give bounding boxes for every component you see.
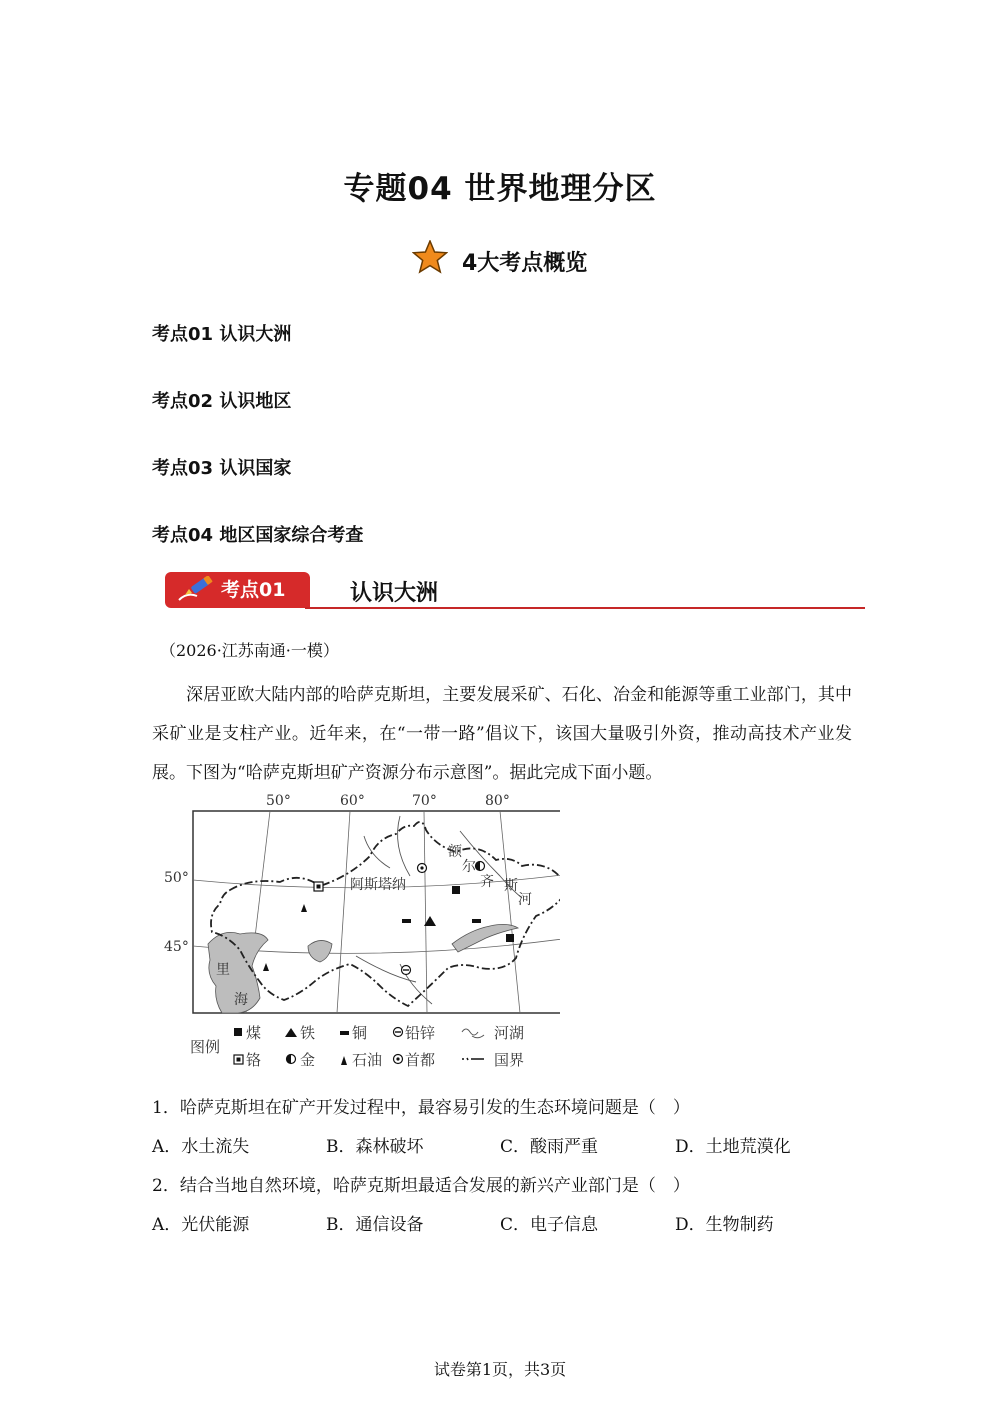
legend-item: 铬: [246, 1051, 262, 1069]
section-banner: [165, 570, 865, 610]
lon-label: 80°: [485, 793, 510, 809]
legend-item: 煤: [246, 1024, 262, 1042]
legend-item: 金: [300, 1051, 316, 1069]
legend-item: 国界: [494, 1051, 525, 1069]
oil-symbol: [263, 963, 269, 971]
river-label: 河: [518, 892, 532, 908]
sea-label: 海: [234, 992, 248, 1008]
kaodian-item: 考点03 认识国家: [152, 458, 292, 479]
section-tag-label: 考点01: [221, 579, 286, 601]
copper-symbol: [402, 919, 411, 923]
legend-item: 河湖: [494, 1024, 525, 1042]
pen-icon: [175, 576, 215, 604]
overview-label: 4大考点概览: [462, 251, 588, 276]
river-label: 齐: [480, 874, 494, 890]
legend-item: 铅锌: [405, 1024, 436, 1042]
question-stem: 1．哈萨克斯坦在矿产开发过程中，最容易引发的生态环境问题是（ ）: [152, 1098, 690, 1118]
river-label: 尔: [462, 859, 476, 875]
question-option[interactable]: A．水土流失: [152, 1137, 250, 1157]
question-option[interactable]: C．酸雨严重: [500, 1137, 599, 1157]
legend-item: 首都: [405, 1051, 436, 1069]
copper-symbol: [472, 919, 481, 923]
kaodian-item: 考点01 认识大洲: [152, 324, 292, 345]
lon-label: 50°: [266, 793, 291, 809]
question-option[interactable]: C．电子信息: [500, 1215, 599, 1235]
section-tag: [165, 572, 310, 608]
question-passage: 深居亚欧大陆内部的哈萨克斯坦，主要发展采矿、石化、冶金和能源等重工业部门，其中采矿业是支柱产业。近年来，在“一带一路”倡议下，该国大量吸引外资，推动高技术产业发展。下图为“哈萨克斯坦矿产资源分布示意图”。据此完成下面小题。: [152, 685, 852, 783]
page-title: 专题04 世界地理分区: [343, 171, 657, 207]
river-label: 斯: [504, 878, 518, 894]
question-source: （2026·江苏南通·一模）: [160, 641, 339, 660]
lon-label: 60°: [340, 793, 365, 809]
legend-item: 铜: [352, 1024, 368, 1042]
question-option[interactable]: B．通信设备: [326, 1215, 424, 1235]
legend-title: 图例: [190, 1038, 221, 1056]
kaodian-item: 考点02 认识地区: [152, 391, 292, 412]
overview-heading: [412, 236, 587, 277]
section-title: 认识大洲: [350, 581, 439, 606]
aral-lake: [308, 940, 332, 962]
national-border: [211, 822, 560, 1006]
question-option[interactable]: B．森林破坏: [326, 1137, 424, 1157]
coal-symbol: [506, 934, 514, 942]
river-label: 额: [448, 844, 462, 860]
kaodian-item: 考点04 地区国家综合考查: [152, 525, 364, 546]
coal-symbol: [452, 886, 460, 894]
kazakhstan-mineral-map: [160, 786, 560, 1076]
question-stem: 2．结合当地自然环境，哈萨克斯坦最适合发展的新兴产业部门是（ ）: [152, 1176, 690, 1196]
sea-label: 里: [216, 962, 230, 978]
question-option[interactable]: D．生物制药: [675, 1215, 774, 1235]
star-icon: [412, 240, 448, 274]
map-legend: [190, 1024, 524, 1069]
legend-item: 石油: [352, 1051, 383, 1069]
page-footer: 试卷第1页，共3页: [433, 1360, 567, 1379]
capital-label: 阿斯塔纳: [350, 877, 406, 893]
legend-item: 铁: [300, 1024, 316, 1042]
section-underline: [305, 607, 865, 609]
lat-label: 50°: [164, 870, 189, 886]
question-option[interactable]: D．土地荒漠化: [675, 1137, 791, 1157]
oil-symbol: [301, 904, 307, 912]
lat-label: 45°: [164, 939, 189, 955]
question-option[interactable]: A．光伏能源: [152, 1215, 250, 1235]
lon-label: 70°: [412, 793, 437, 809]
